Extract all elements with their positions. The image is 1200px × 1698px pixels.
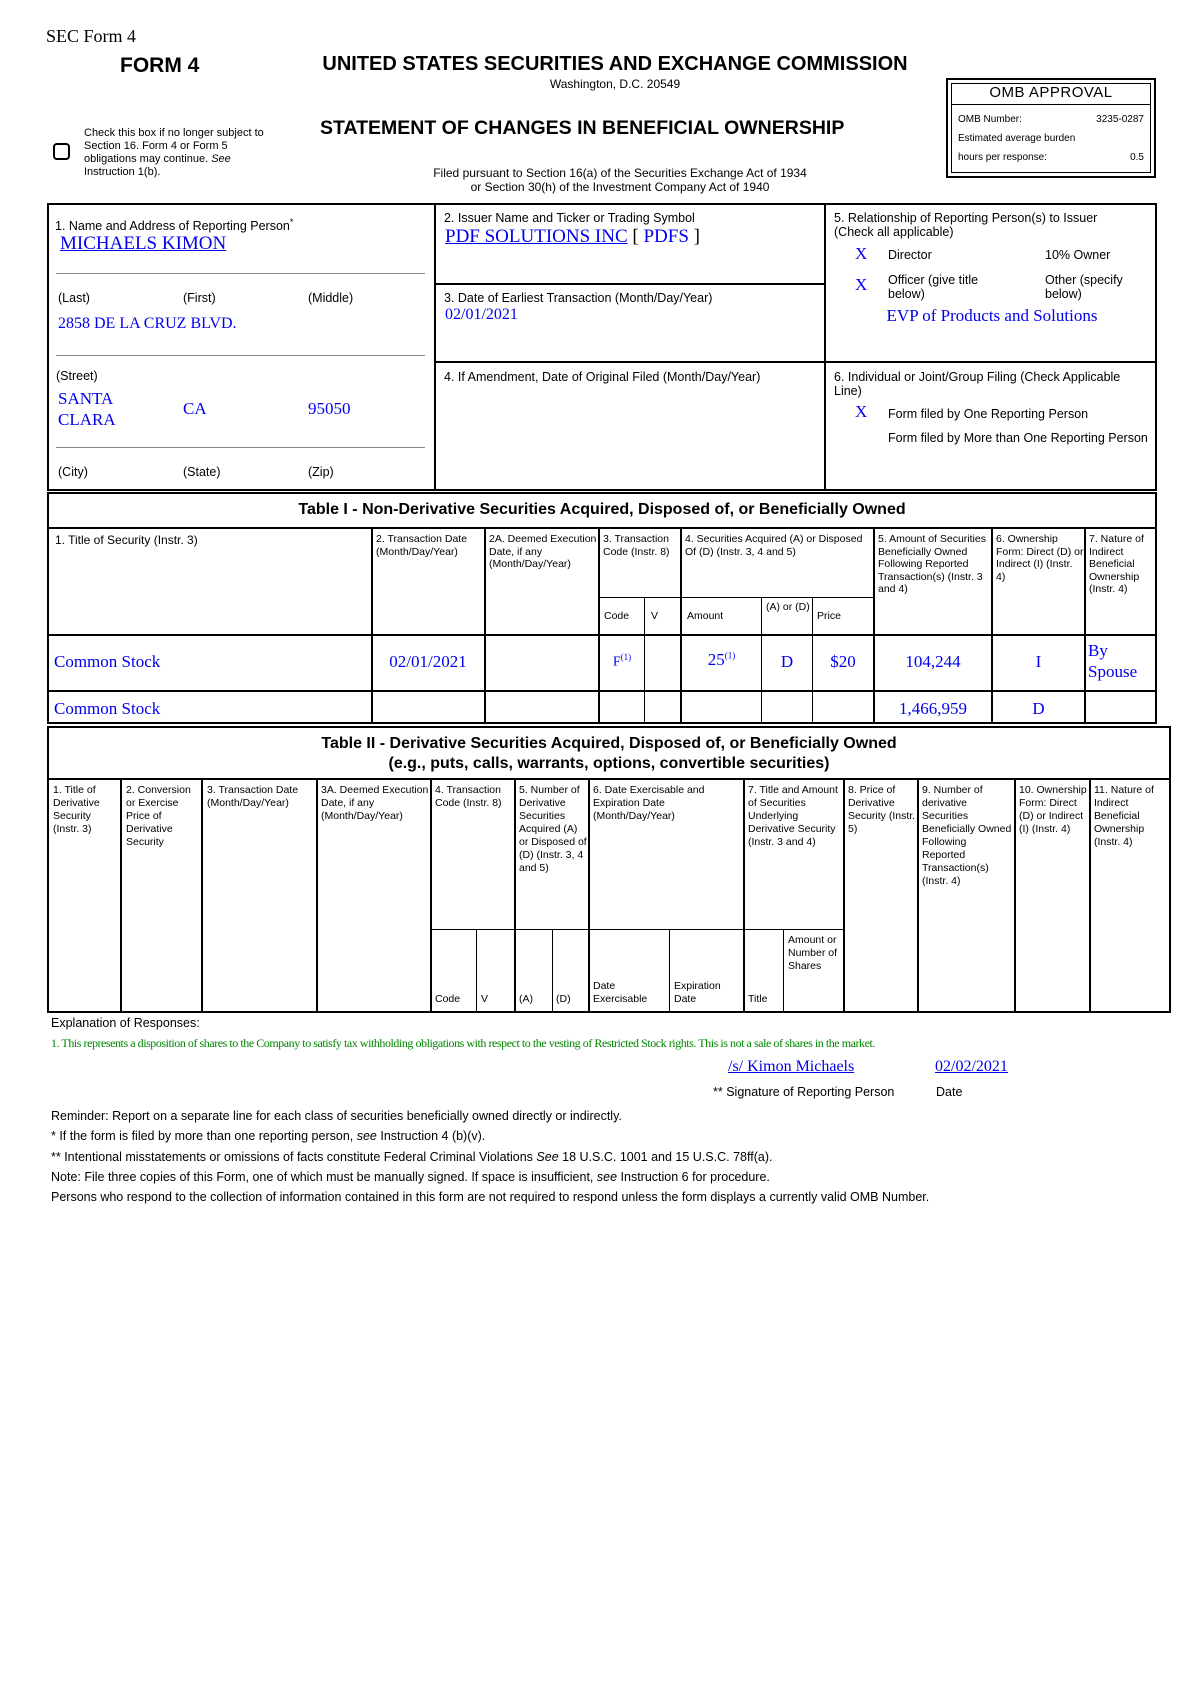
t2-d-header: (D) xyxy=(556,993,571,1005)
t2-date-exercisable-header: Date Exercisable xyxy=(593,980,648,1005)
director-check: X xyxy=(855,244,868,263)
t1-row1-date: 02/01/2021 xyxy=(389,652,467,671)
state-value: CA xyxy=(183,399,207,418)
box3-label: 3. Date of Earliest Transaction (Month/Day/Year) xyxy=(444,291,713,305)
street-label: (Street) xyxy=(56,369,98,383)
zip-label: (Zip) xyxy=(308,465,334,479)
issuer-ticker: PDF SOLUTIONS INC [ PDFS ] xyxy=(445,226,700,247)
footer-notes xyxy=(51,1106,929,1207)
t1-price-header: Price xyxy=(817,610,841,622)
one-person-label: Form filed by One Reporting Person xyxy=(888,407,1089,421)
ten-percent-owner-label: 10% Owner xyxy=(1045,248,1111,262)
t2-expiration-header: Expiration Date xyxy=(674,980,721,1005)
t2-col11-header: 11. Nature of Indirect Beneficial Ownership (Instr. 4) xyxy=(1094,784,1154,848)
footnote-1: 1. This represents a disposition of shares to the Company to satisfy tax withholding obligations with respect to the vesting of Restricted Stock rights. This is not a sale of shares in the market. xyxy=(51,1036,875,1050)
box5-label: 5. Relationship of Reporting Person(s) to Issuer (Check all applicable) xyxy=(834,211,1098,239)
omb-hours-label: hours per response: xyxy=(958,152,1047,163)
earliest-transaction-date: 02/01/2021 xyxy=(445,306,518,323)
table1-title: Table I - Non-Derivative Securities Acquired, Disposed of, or Beneficially Owned xyxy=(298,501,906,518)
t2-title-header: Title xyxy=(748,993,768,1005)
omb-number-label: OMB Number: xyxy=(958,114,1022,125)
t2-col5-header: 5. Number of Derivative Securities Acquired (A) or Disposed of (D) (Instr. 3, 4 and 5) xyxy=(519,784,587,874)
t1-row1-title: Common Stock xyxy=(54,652,161,671)
first-label: (First) xyxy=(183,291,216,305)
officer-check: X xyxy=(855,275,868,294)
t2-col3a-header: 3A. Deemed Execution Date, if any (Month/Day/Year) xyxy=(321,784,429,822)
agency-title: UNITED STATES SECURITIES AND EXCHANGE COMMISSION xyxy=(322,53,908,75)
middle-label: (Middle) xyxy=(308,291,354,305)
street-address: 2858 DE LA CRUZ BLVD. xyxy=(58,315,237,332)
omb-burden-label: Estimated average burden xyxy=(958,133,1076,144)
filed-line-2: or Section 30(h) of the Investment Company Act of 1940 xyxy=(470,180,770,194)
t1-v-header: V xyxy=(651,610,659,622)
box1-label: 1. Name and Address of Reporting Person* xyxy=(55,217,294,234)
box4-label: 4. If Amendment, Date of Original Filed (Month/Day/Year) xyxy=(444,370,761,384)
last-label: (Last) xyxy=(58,291,90,305)
t2-col3-header: 3. Transaction Date (Month/Day/Year) xyxy=(207,784,299,809)
omb-hours-value: 0.5 xyxy=(1130,152,1144,163)
t1-col4-header: 4. Securities Acquired (A) or Disposed Of (D) (Instr. 3, 4 and 5) xyxy=(685,533,863,558)
t1-code-header: Code xyxy=(604,610,630,622)
t2-amount-header: Amount or Number of Shares xyxy=(788,934,838,972)
star1-note: * If the form is filed by more than one reporting person, see Instruction 4 (b)(v). xyxy=(51,1129,486,1144)
t1-row2-form: D xyxy=(1032,699,1045,718)
officer-title: EVP of Products and Solutions xyxy=(886,306,1098,325)
t1-row2-owned: 1,466,959 xyxy=(899,699,967,718)
t2-v-header: V xyxy=(481,993,489,1005)
section16-checkbox[interactable] xyxy=(53,143,70,160)
t2-col8-header: 8. Price of Derivative Security (Instr. 5) xyxy=(848,784,916,835)
table2-title: Table II - Derivative Securities Acquired, Disposed of, or Beneficially Owned (e.g., puts, calls, warrants, options, convertible securities) xyxy=(321,735,897,772)
box2-label: 2. Issuer Name and Ticker or Trading Symbol xyxy=(444,211,695,225)
date-label: Date xyxy=(936,1085,963,1099)
zip-value: 95050 xyxy=(308,399,351,418)
t1-col7-header: 7. Nature of Indirect Beneficial Ownership (Instr. 4) xyxy=(1089,533,1144,595)
t1-row2-title: Common Stock xyxy=(54,699,161,718)
city-label: (City) xyxy=(58,465,88,479)
omb-approval-box xyxy=(946,78,1156,178)
t1-amount-header: Amount xyxy=(687,610,724,622)
state-label: (State) xyxy=(183,465,221,479)
city-value: SANTA CLARA xyxy=(58,389,116,429)
t2-a-header: (A) xyxy=(519,993,533,1005)
other-label: Other (specify below) xyxy=(1045,273,1123,301)
t1-row1-owned: 104,244 xyxy=(905,652,961,671)
form-title: FORM 4 xyxy=(120,54,200,77)
omb-number-value: 3235-0287 xyxy=(1096,114,1144,125)
signature-label: ** Signature of Reporting Person xyxy=(713,1085,895,1099)
t2-col6-header: 6. Date Exercisable and Expiration Date (Month/Day/Year) xyxy=(593,784,705,822)
t1-row1-nature: By Spouse xyxy=(1088,641,1138,681)
t1-row1-ad: D xyxy=(780,652,794,671)
t2-code-header: Code xyxy=(435,993,461,1005)
more-person-label: Form filed by More than One Reporting Person xyxy=(888,431,1148,445)
t1-row1-code: $F^{(1)}$ xyxy=(612,652,632,670)
director-label: Director xyxy=(888,248,932,262)
t1-col2a-header: 2A. Deemed Execution Date, if any (Month/Day/Year) xyxy=(489,533,597,570)
box6-label: 6. Individual or Joint/Group Filing (Check Applicable Line) xyxy=(834,370,1121,398)
sec-form-label: SEC Form 4 xyxy=(46,26,137,46)
file-note: Note: File three copies of this Form, one of which must be manually signed. If space is insufficient, see Instruction 6 for procedure. xyxy=(51,1169,770,1184)
t1-ad-header: (A) or (D) xyxy=(766,601,810,613)
t2-col7-header: 7. Title and Amount of Securities Underlying Derivative Security (Instr. 3 and 4) xyxy=(748,784,838,848)
t1-col2-header: 2. Transaction Date (Month/Day/Year) xyxy=(376,533,468,558)
agency-location: Washington, D.C. 20549 xyxy=(549,77,681,91)
signature: /s/ Kimon Michaels xyxy=(728,1058,855,1075)
omb-title: OMB APPROVAL xyxy=(989,84,1113,101)
t1-col6-header: 6. Ownership Form: Direct (D) or Indirect (I) (Instr. 4) xyxy=(996,533,1084,583)
t2-col2-header: 2. Conversion or Exercise Price of Derivative Security xyxy=(126,784,191,848)
explanation-label: Explanation of Responses: xyxy=(51,1016,200,1030)
officer-label: Officer (give title below) xyxy=(888,273,979,301)
persons-note: Persons who respond to the collection of information contained in this form are not required to respond unless the form displays a currently valid OMB Number. xyxy=(51,1190,930,1205)
t1-row1-amount: 25$^{(1)}$ xyxy=(707,650,736,669)
filed-pursuant xyxy=(390,166,850,194)
signature-date: 02/02/2021 xyxy=(935,1058,1008,1075)
t2-col9-header: 9. Number of derivative Securities Beneficially Owned Following Reported Transaction(s) (Instr. 4) xyxy=(922,784,1012,887)
star2-note: ** Intentional misstatements or omissions of facts constitute Federal Criminal Violations See 18 U.S.C. 1001 and 15 U.S.C. 78ff(a). xyxy=(51,1149,773,1164)
ticker-symbol: PDFS xyxy=(643,226,689,247)
t1-row1-form: I xyxy=(1035,652,1042,671)
issuer-name[interactable]: PDF SOLUTIONS INC xyxy=(445,226,628,247)
t1-col1-header: 1. Title of Security (Instr. 3) xyxy=(55,533,198,547)
reminder-note: Reminder: Report on a separate line for each class of securities beneficially owned directly or indirectly. xyxy=(51,1109,622,1123)
statement-title: STATEMENT OF CHANGES IN BENEFICIAL OWNERSHIP xyxy=(320,117,845,139)
t1-col3-header: 3. Transaction Code (Instr. 8) xyxy=(603,533,670,558)
t2-col1-header: 1. Title of Derivative Security (Instr. 3) xyxy=(53,784,100,835)
t1-row1-price: $20 xyxy=(830,652,856,671)
reporting-person-name[interactable]: MICHAELS KIMON xyxy=(60,233,227,254)
section16-text: Check this box if no longer subject to Section 16. Form 4 or Form 5 obligations may continue. See Instruction 1(b). xyxy=(84,127,264,178)
filed-line-1: Filed pursuant to Section 16(a) of the Securities Exchange Act of 1934 xyxy=(433,166,807,180)
t2-col4-header: 4. Transaction Code (Instr. 8) xyxy=(435,784,502,809)
t1-col5-header: 5. Amount of Securities Beneficially Owned Following Reported Transaction(s) (Instr. 3 and 4) xyxy=(878,533,986,595)
one-person-check: X xyxy=(855,402,868,421)
t2-col10-header: 10. Ownership Form: Direct (D) or Indirect (I) (Instr. 4) xyxy=(1019,784,1087,835)
